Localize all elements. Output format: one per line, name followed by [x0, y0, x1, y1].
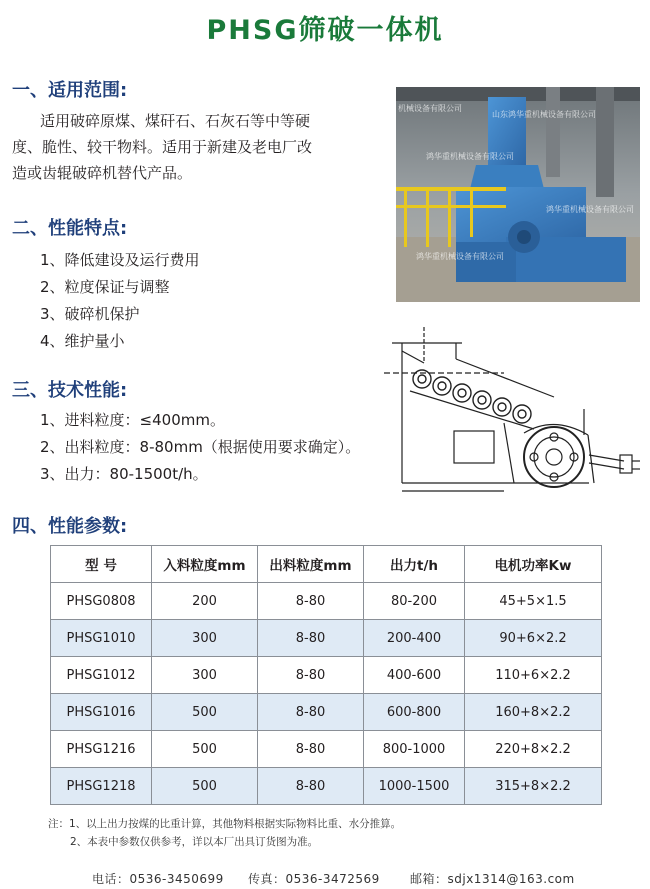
table-cell: 8-80: [258, 768, 364, 805]
table-cell: 315+8×2.2: [465, 768, 602, 805]
table-cell: 8-80: [258, 657, 364, 694]
scope-line-1: 适用破碎原煤、煤矸石、石灰石等中等硬: [40, 112, 311, 130]
table-cell: 500: [152, 768, 258, 805]
table-row: [51, 657, 602, 694]
table-header-row: [51, 546, 602, 583]
watermark-text: 鸿华重机械设备有限公司: [416, 252, 504, 261]
section-heading-features: 二、性能特点:: [12, 218, 128, 239]
table-cell: PHSG1218: [51, 768, 152, 805]
table-cell: 200-400: [364, 620, 465, 657]
table-cell: 200: [152, 583, 258, 620]
table-cell: 600-800: [364, 694, 465, 731]
column-header-capacity: 出力t/h: [364, 546, 465, 583]
table-cell: 800-1000: [364, 731, 465, 768]
feature-item: 4、维护量小: [40, 332, 125, 350]
machine-photo: [396, 87, 640, 302]
page-title: PHSG筛破一体机: [206, 15, 444, 46]
column-header-model: 型 号: [51, 546, 152, 583]
table-cell: 300: [152, 620, 258, 657]
machine-diagram: [384, 323, 646, 503]
column-header-motor-power: 电机功率Kw: [465, 546, 602, 583]
section-heading-scope: 一、适用范围:: [12, 80, 128, 101]
tech-item: 1、进料粒度：≤400mm。: [40, 411, 225, 429]
column-header-feed-size: 入料粒度mm: [152, 546, 258, 583]
table-row: [51, 694, 602, 731]
table-cell: 8-80: [258, 620, 364, 657]
watermark-text: 鸿华重机械设备有限公司: [426, 152, 514, 161]
watermark-text: 鸿华重机械设备有限公司: [546, 205, 634, 214]
watermark-text: 山东鸿华重机械设备有限公司: [492, 110, 596, 119]
table-row: [51, 768, 602, 805]
table-cell: 8-80: [258, 694, 364, 731]
table-cell: 45+5×1.5: [465, 583, 602, 620]
scope-line-3: 造或齿辊破碎机替代产品。: [12, 164, 193, 182]
table-cell: PHSG0808: [51, 583, 152, 620]
table-cell: 80-200: [364, 583, 465, 620]
table-cell: 90+6×2.2: [465, 620, 602, 657]
feature-item: 2、粒度保证与调整: [40, 278, 170, 296]
section-heading-params: 四、性能参数:: [12, 516, 128, 537]
table-cell: 220+8×2.2: [465, 731, 602, 768]
table-cell: 110+6×2.2: [465, 657, 602, 694]
note-line-2: 2、本表中参数仅供参考，详以本厂出具订货图为准。: [70, 836, 319, 848]
table-cell: 400-600: [364, 657, 465, 694]
table-cell: PHSG1012: [51, 657, 152, 694]
feature-item: 3、破碎机保护: [40, 305, 140, 323]
table-cell: 8-80: [258, 731, 364, 768]
footer-phone: 电话：0536-3450699: [92, 872, 224, 886]
table-cell: PHSG1010: [51, 620, 152, 657]
table-cell: 160+8×2.2: [465, 694, 602, 731]
table-cell: 8-80: [258, 583, 364, 620]
table-cell: PHSG1016: [51, 694, 152, 731]
tech-item: 3、出力：80-1500t/h。: [40, 465, 208, 483]
column-header-output-size: 出料粒度mm: [258, 546, 364, 583]
table-row: [51, 620, 602, 657]
scope-line-2: 度、脆性、较干物料。适用于新建及老电厂改: [12, 138, 313, 156]
note-line-1: 注：1、以上出力按煤的比重计算，其他物料根据实际物料比重、水分推算。: [48, 818, 402, 830]
tech-item: 2、出料粒度：8-80mm（根据使用要求确定）。: [40, 438, 361, 456]
table-row: [51, 731, 602, 768]
footer-fax: 传真：0536-3472569: [248, 872, 380, 886]
table-row: [51, 583, 602, 620]
table-cell: 1000-1500: [364, 768, 465, 805]
section-heading-tech: 三、技术性能:: [12, 380, 128, 401]
table-cell: 300: [152, 657, 258, 694]
table-cell: PHSG1216: [51, 731, 152, 768]
feature-item: 1、降低建设及运行费用: [40, 251, 200, 269]
watermark-text: 机械设备有限公司: [398, 104, 462, 113]
table-cell: 500: [152, 731, 258, 768]
footer-email: 邮箱：sdjx1314@163.com: [410, 872, 575, 886]
table-cell: 500: [152, 694, 258, 731]
performance-params-table: [50, 545, 602, 805]
